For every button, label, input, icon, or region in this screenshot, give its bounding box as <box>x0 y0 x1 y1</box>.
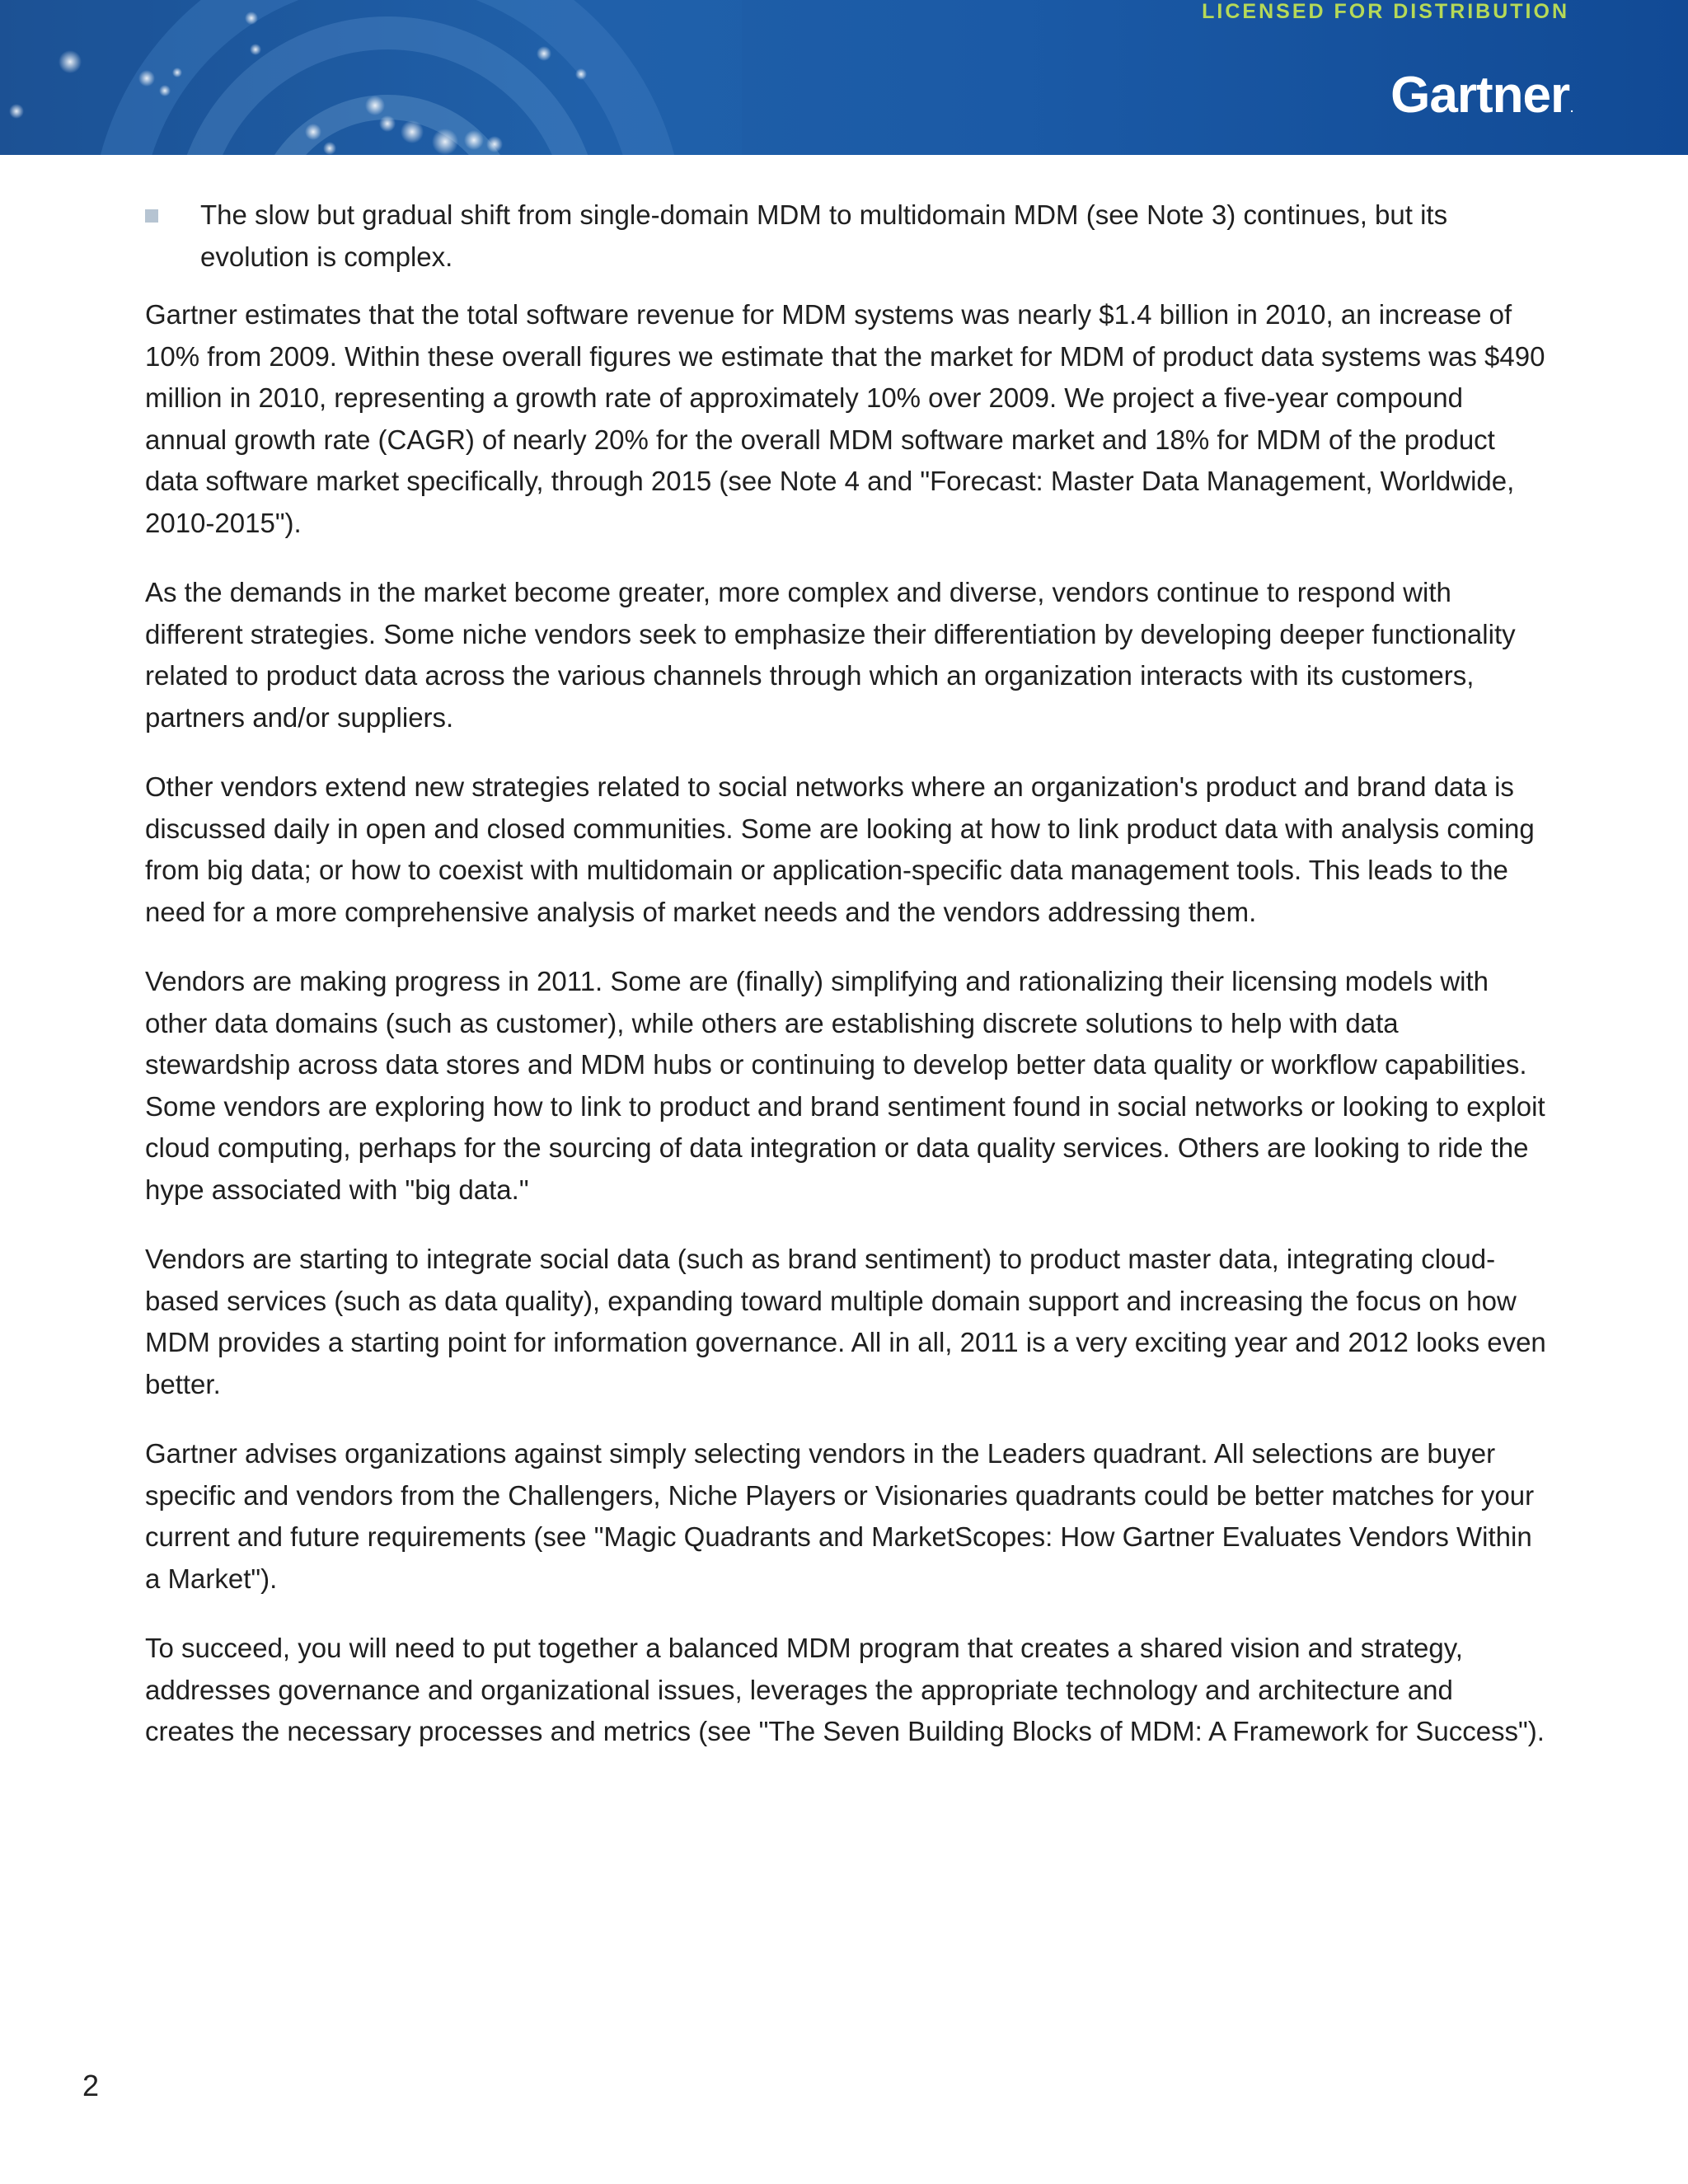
paragraph: Gartner advises organizations against simply selecting vendors in the Leaders quadrant. All selections are buyer specific and vendors from the Challengers, Niche Players or Visionaries quadrants could be better matches for your current and future requirements (see "Magic Quadrants and MarketScopes: How Gartner Evaluates Vendors Within a Market"). <box>145 1438 1535 1594</box>
document-body <box>145 194 1546 1781</box>
license-label: LICENSED FOR DISTRIBUTION <box>1202 0 1569 23</box>
paragraph: Gartner estimates that the total software revenue for MDM systems was nearly $1.4 billion in 2010, an increase of 10% from 2009. Within these overall figures we estimate that the market for MDM of product data systems was $490 million in 2010, representing a growth rate of approximately 10% over 2009. We project a five-year compound annual growth rate (CAGR) of nearly 20% for the overall MDM software market and 18% for MDM of the product data software market specifically, through 2015 (see Note 4 and "Forecast: Master Data Management, Worldwide, 2010-2015"). <box>145 299 1545 538</box>
page-number: 2 <box>82 2069 100 2102</box>
paragraph: Other vendors extend new strategies related to social networks where an organization's product and brand data is discussed daily in open and closed communities. Some are looking at how to link product data with analysis coming from big data; or how to coexist with multidomain or application-specific data management tools. This leads to the need for a more comprehensive analysis of market needs and the vendors addressing them. <box>145 771 1535 927</box>
paragraph: As the demands in the market become greater, more complex and diverse, vendors continue to respond with different strategies. Some niche vendors seek to emphasize their differentiation by developing deeper functionality related to product data across the various channels through which an organization interacts with its customers, partners and/or suppliers. <box>145 577 1516 733</box>
logo-mark: . <box>1570 101 1573 115</box>
bullet-text: The slow but gradual shift from single-domain MDM to multidomain MDM (see Note 3) continues, but its evolution is complex. <box>200 199 1448 272</box>
bullet-item <box>145 194 1546 278</box>
gartner-logo <box>1390 66 1573 124</box>
header-banner <box>0 0 1688 155</box>
paragraph: To succeed, you will need to put together a balanced MDM program that creates a shared vision and strategy, addresses governance and organizational issues, leverages the appropriate technology and architecture and creates the necessary processes and metrics (see "The Seven Building Blocks of MDM: A Framework for Success"). <box>145 1633 1545 1746</box>
square-bullet-icon <box>145 209 158 223</box>
paragraph: Vendors are making progress in 2011. Some are (finally) simplifying and rationalizing their licensing models with other data domains (such as customer), while others are establishing discrete solutions to help with data stewardship across data stores and MDM hubs or continuing to develop better data quality or workflow capabilities. Some vendors are exploring how to link to product and brand sentiment found in social networks or looking to exploit cloud computing, perhaps for the sourcing of data integration or data quality services. Others are looking to ride the hype associated with "big data." <box>145 966 1545 1205</box>
paragraph: Vendors are starting to integrate social data (such as brand sentiment) to product master data, integrating cloud-based services (such as data quality), expanding toward multiple domain support and increasing the focus on how MDM provides a starting point for information governance. All in all, 2011 is a very exciting year and 2012 looks even better. <box>145 1244 1546 1399</box>
logo-text: Gartner <box>1390 67 1570 124</box>
